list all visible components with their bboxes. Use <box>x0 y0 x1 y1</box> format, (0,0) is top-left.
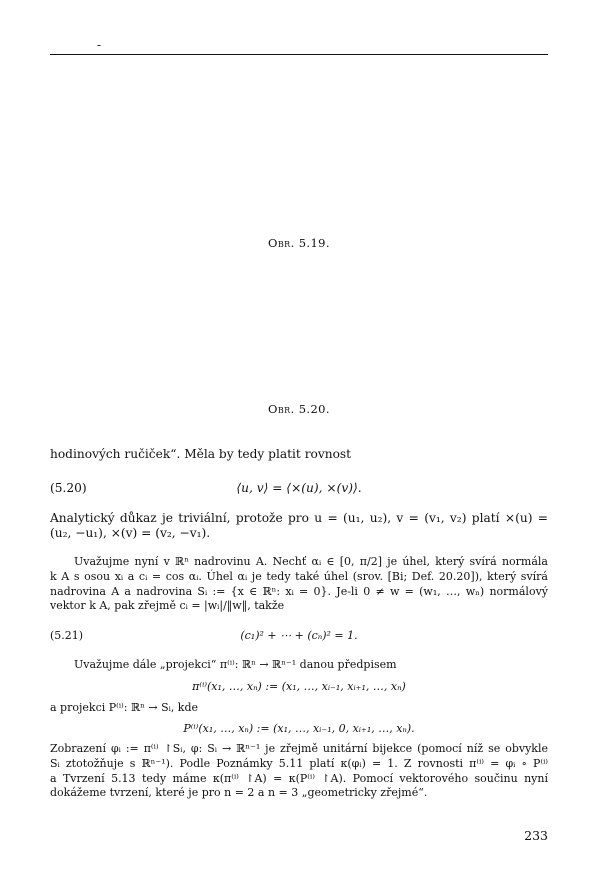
paragraph-line: dokážeme tvrzení, které je pro n = 2 a n = 3 „geometricky zřejmé“. <box>50 786 428 800</box>
proof-line: Analytický důkaz je triviální, protože pro u = (u₁, u₂), v = (v₁, v₂) platí ×(u) = <box>50 511 548 525</box>
paragraph-projection-p: a projekci P⁽ⁱ⁾: ℝⁿ → Sᵢ, kde <box>50 701 199 714</box>
formula-projection: π⁽ⁱ⁾(x₁, …, xₙ) := (x₁, …, xᵢ₋₁, xᵢ₊₁, …, xₙ) <box>192 680 406 693</box>
paragraph-projection-intro: Uvažujme dále „projekci“ π⁽ⁱ⁾: ℝⁿ → ℝⁿ⁻¹ danou předpisem <box>74 658 397 671</box>
equation-body: (c₁)² + ⋯ + (cₙ)² = 1. <box>240 629 358 642</box>
header-dash: - <box>97 38 102 52</box>
paragraph-bijection <box>50 742 548 801</box>
equation-number: (5.21) <box>50 629 84 642</box>
proof-line: (u₂, −u₁), ×(v) = (v₂, −v₁). <box>50 526 211 540</box>
paragraph-hyperplane <box>50 555 548 614</box>
formula-projection-p: P⁽ⁱ⁾(x₁, …, xₙ) := (x₁, …, xᵢ₋₁, 0, xᵢ₊₁, …, xₙ). <box>183 722 415 735</box>
paragraph-line: k A s osou xᵢ a cᵢ = cos αᵢ. Úhel αᵢ je tedy také úhel (srov. [Bi; Def. 20.20]), který svírá <box>50 569 548 583</box>
equation-body: ⟨u, v⟩ = ⟨×(u), ×(v)⟩. <box>236 481 362 495</box>
paragraph-line: Uvažujme nyní v ℝⁿ nadrovinu A. Nechť αᵢ ∈ [0, π/2] je úhel, který svírá normála <box>74 555 548 568</box>
header-rule <box>50 54 548 55</box>
equation-number: (5.20) <box>50 481 87 495</box>
proof-paragraph <box>50 511 548 541</box>
page-number: 233 <box>524 828 548 843</box>
paragraph-line: vektor k A, pak zřejmě cᵢ = |wᵢ|/‖w‖, takže <box>50 599 285 613</box>
equation-5-20 <box>50 481 548 497</box>
paragraph-line: Sᵢ ztotožňuje s ℝⁿ⁻¹). Podle Poznámky 5.11 platí κ(φᵢ) = 1. Z rovnosti π⁽ⁱ⁾ = φᵢ ∘ P⁽ⁱ⁾ <box>50 756 548 770</box>
figure-caption-5-20: Obr. 5.20. <box>268 402 330 416</box>
text-line-hodinovych: hodinových ručiček“. Měla by tedy platit rovnost <box>50 447 352 461</box>
paragraph-line: Zobrazení φᵢ := π⁽ⁱ⁾ ↾Sᵢ, φ: Sᵢ → ℝⁿ⁻¹ je zřejmě unitární bijekce (pomocí níž se obvykle <box>50 742 548 755</box>
equation-5-21 <box>50 629 548 645</box>
figure-caption-5-19: Obr. 5.19. <box>268 236 330 250</box>
paragraph-line: a Tvrzení 5.13 tedy máme κ(π⁽ⁱ⁾ ↾A) = κ(P⁽ⁱ⁾ ↾A). Pomocí vektorového součinu nyní <box>50 771 548 785</box>
paragraph-line: nadrovina A a nadrovina Sᵢ := {x ∈ ℝⁿ: xᵢ = 0}. Je-li 0 ≠ w = (w₁, …, wₙ) normálový <box>50 584 548 598</box>
